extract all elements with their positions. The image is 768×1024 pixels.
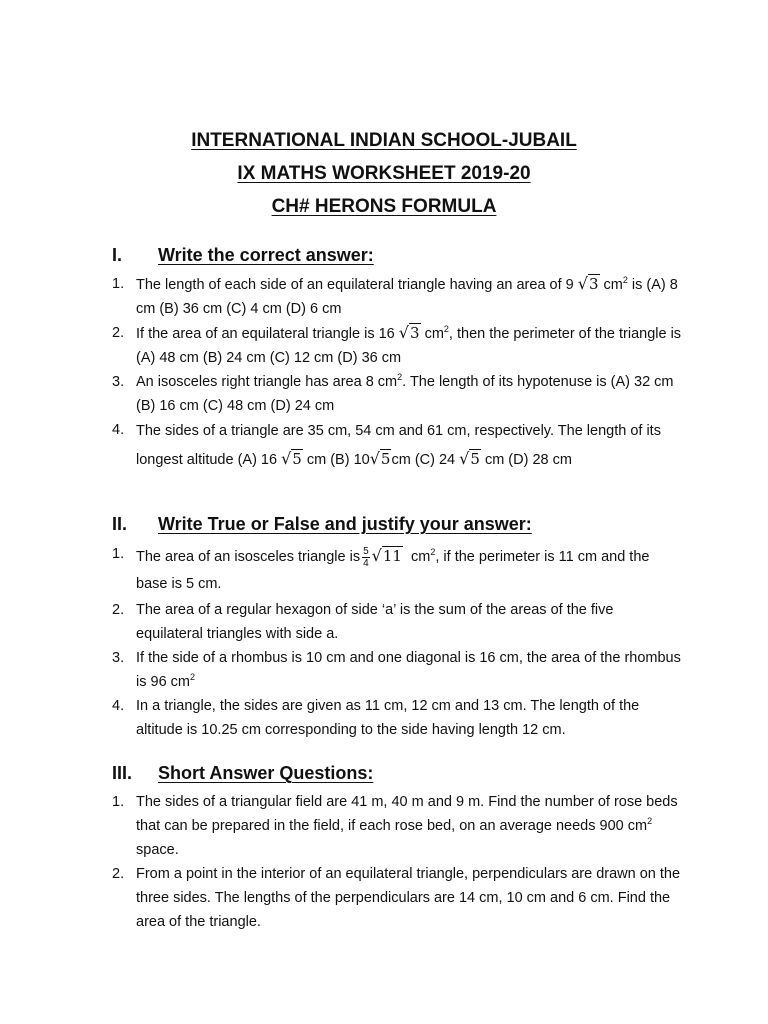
section-2-number: II. (112, 514, 128, 534)
exponent: 2 (190, 672, 196, 683)
section-1-heading (112, 245, 374, 266)
section-2-heading (112, 514, 532, 535)
question-item (112, 694, 682, 742)
question-number: 1. (112, 276, 125, 292)
square-root: √11 (371, 546, 402, 565)
question-number: 1. (112, 794, 125, 810)
question-text (136, 542, 682, 598)
unit: cm (411, 549, 431, 565)
radicand: 3 (409, 324, 420, 342)
question-item (112, 418, 682, 474)
document-header (0, 124, 768, 223)
section-3-questions (112, 790, 682, 934)
question-text: From a point in the interior of an equilateral triangle, perpendiculars are drawn on the three sides. The lengths of the perpendiculars are 14 cm, 10 cm and 6 cm. Find the area of the triangle. (136, 866, 681, 930)
answer-option: cm (D) 28 cm (484, 452, 572, 468)
square-root: √5 (281, 449, 302, 468)
question-number: 4. (112, 698, 125, 714)
question-text: The area of a regular hexagon of side ‘a’ is the sum of the areas of the five equilateral triangles with side a. (136, 602, 614, 642)
chapter-title: CH# HERONS FORMULA (271, 196, 497, 217)
question-text-part: If the area of an equilateral triangle is 16 (136, 326, 395, 342)
section-1-questions (112, 272, 682, 474)
question-item (112, 646, 682, 694)
section-3-title: Short Answer Questions: (158, 763, 374, 783)
section-3-heading (112, 763, 373, 784)
question-number: 1. (112, 546, 125, 562)
question-item (112, 542, 682, 598)
question-text (136, 418, 682, 474)
question-text-part: , if the perimeter is 11 cm and the base is 5 cm. (136, 549, 650, 592)
radicand: 5 (380, 450, 391, 468)
square-root: √3 (398, 323, 420, 342)
answer-option: cm (B) 10 (306, 452, 370, 468)
question-text-part: The area of an isosceles triangle is (136, 549, 361, 565)
question-number: 2. (112, 325, 125, 341)
question-text: In a triangle, the sides are given as 11 cm, 12 cm and 13 cm. The length of the altitude is 10.25 cm corresponding to the side having length 12 cm. (136, 698, 640, 738)
numerator: 5 (363, 545, 369, 557)
answer-options: is (A) 8 cm (B) 36 cm (C) 4 cm (D) 6 cm (136, 277, 678, 317)
question-number: 2. (112, 866, 125, 882)
denominator: 4 (363, 557, 369, 569)
worksheet-title: IX MATHS WORKSHEET 2019-20 (237, 163, 531, 184)
question-text (136, 321, 682, 370)
answer-option: cm (C) 24 (391, 452, 456, 468)
radicand: 3 (588, 275, 599, 293)
radicand: 5 (470, 450, 480, 468)
exponent: 2 (622, 275, 628, 286)
question-text-part: If the side of a rhombus is 10 cm and one diagonal is 16 cm, the area of the rhombus is 96 cm (136, 650, 681, 690)
section-2-title: Write True or False and justify your answer: (158, 514, 532, 534)
answer-options: . The length of its hypotenuse is (A) 32 cm (B) 16 cm (C) 48 cm (D) 24 cm (136, 374, 674, 414)
question-item (112, 272, 682, 321)
question-item (112, 370, 682, 418)
question-number: 2. (112, 602, 125, 618)
square-root: √3 (577, 274, 599, 293)
question-item (112, 862, 682, 934)
section-1-number: I. (112, 245, 123, 265)
exponent: 2 (397, 372, 403, 383)
question-number: 3. (112, 650, 125, 666)
question-number: 4. (112, 422, 125, 438)
question-text-part: The length of each side of an equilateral triangle having an area of 9 (136, 277, 574, 293)
radicand: 11 (382, 547, 402, 565)
question-number: 3. (112, 374, 125, 390)
exponent: 2 (443, 324, 449, 335)
question-text (136, 272, 682, 321)
question-item (112, 790, 682, 862)
square-root: √5 (369, 449, 391, 468)
section-3-number: III. (112, 763, 133, 783)
question-text-part: The sides of a triangular field are 41 m, 40 m and 9 m. Find the number of rose beds that can be prepared in the field, if each rose bed, on an average needs 900 cm (136, 794, 678, 834)
question-item (112, 598, 682, 646)
fraction (362, 546, 370, 569)
section-2-questions (112, 542, 682, 742)
answer-options: , then the perimeter of the triangle is (A) 48 cm (B) 24 cm (C) 12 cm (D) 36 cm (136, 326, 682, 366)
exponent: 2 (430, 547, 436, 558)
exponent: 2 (647, 816, 653, 827)
school-name: INTERNATIONAL INDIAN SCHOOL-JUBAIL (191, 130, 577, 151)
section-1-title: Write the correct answer: (158, 245, 374, 265)
question-item (112, 321, 682, 370)
question-text-part: space. (136, 842, 179, 858)
question-text (136, 370, 682, 418)
unit: cm (424, 326, 444, 342)
square-root: √5 (459, 449, 480, 468)
question-text (136, 646, 682, 694)
radicand: 5 (292, 450, 302, 468)
question-text (136, 790, 682, 862)
question-text-part: An isosceles right triangle has area 8 cm (136, 374, 398, 390)
question-text-part: The sides of a triangle are 35 cm, 54 cm and 61 cm, respectively. The length of its longest altitude (A) 16 (136, 423, 661, 468)
unit: cm (603, 277, 623, 293)
